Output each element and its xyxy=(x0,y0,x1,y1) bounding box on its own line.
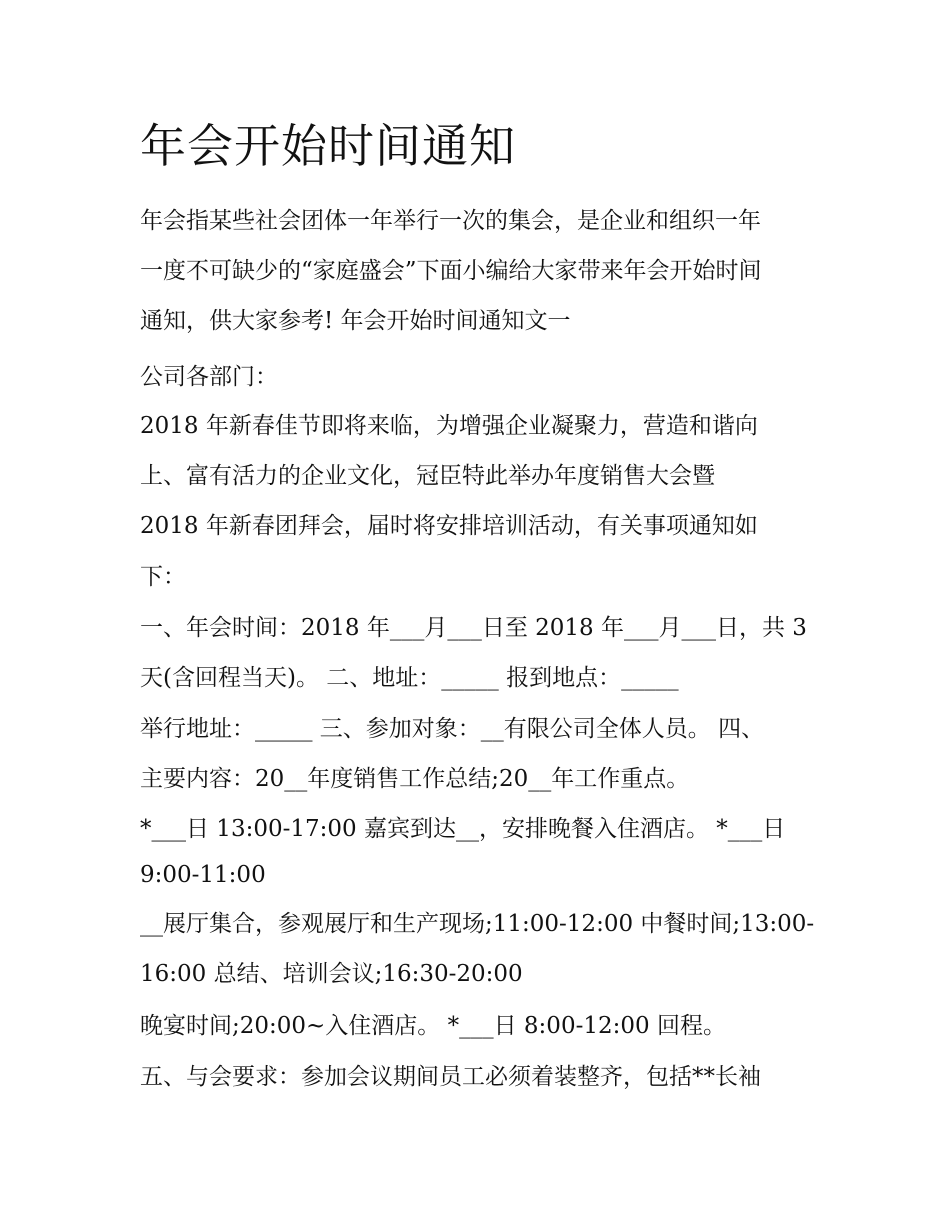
body-line-5: 2018 年新春佳节即将来临，为增强企业凝聚力，营造和谐向 xyxy=(140,413,758,439)
body-line-14: 9:00-11:00 xyxy=(140,862,266,888)
body-line-18: 五、与会要求：参加会议期间员工必须着装整齐，包括**长袖 xyxy=(140,1064,761,1090)
body-line-2: 一度不可缺少的“家庭盛会”下面小编给大家带来年会开始时间 xyxy=(140,258,762,284)
body-line-13: *___日 13:00-17:00 嘉宾到达__，安排晚餐入住酒店。 *___日 xyxy=(140,816,786,842)
document-title: 年会开始时间通知 xyxy=(140,119,516,173)
body-line-4: 公司各部门： xyxy=(140,364,278,390)
body-line-8: 下： xyxy=(140,564,186,590)
body-line-11: 举行地址：_____ 三、参加对象：__有限公司全体人员。 四、 xyxy=(140,716,765,742)
body-line-17: 晚宴时间;20:00~入住酒店。 *___日 8:00-12:00 回程。 xyxy=(140,1013,726,1039)
body-line-6: 上、富有活力的企业文化，冠臣特此举办年度销售大会暨 xyxy=(140,463,715,489)
body-line-7: 2018 年新春团拜会，届时将安排培训活动，有关事项通知如 xyxy=(140,513,758,539)
body-line-12: 主要内容：20__年度销售工作总结;20__年工作重点。 xyxy=(140,766,690,792)
body-line-16: 16:00 总结、培训会议;16:30-20:00 xyxy=(140,961,523,987)
body-line-10: 天(含回程当天)。 二、地址：_____ 报到地点：_____ xyxy=(140,665,679,691)
body-line-9: 一、年会时间：2018 年___月___日至 2018 年___月___日，共 3 xyxy=(140,615,807,641)
body-line-1: 年会指某些社会团体一年举行一次的集会，是企业和组织一年 xyxy=(140,208,761,234)
body-line-15: __展厅集合，参观展厅和生产现场;11:00-12:00 中餐时间;13:00- xyxy=(140,911,815,937)
body-line-3: 通知，供大家参考! 年会开始时间通知文一 xyxy=(140,308,571,334)
